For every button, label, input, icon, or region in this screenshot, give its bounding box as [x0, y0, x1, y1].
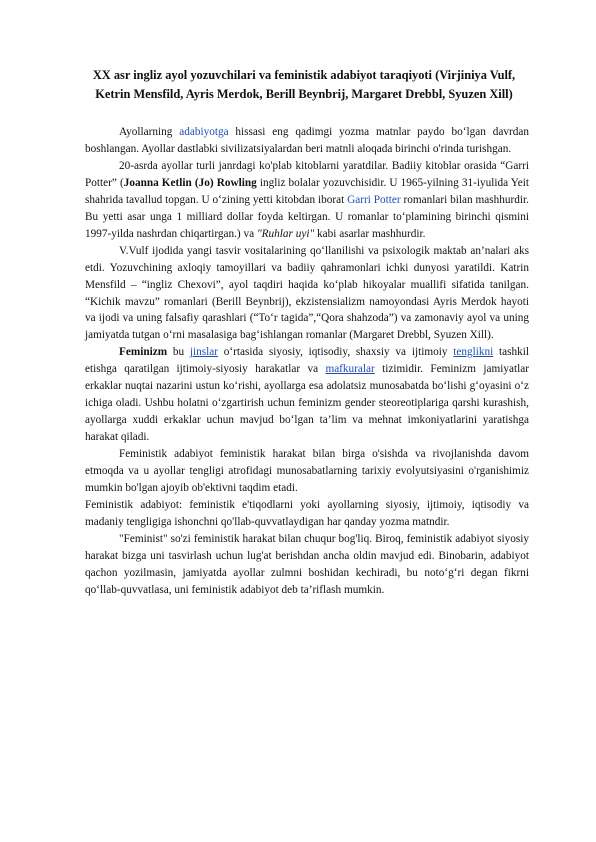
jinslar-link[interactable]: jinslar [189, 346, 219, 359]
p1-text-b: hissasi eng qadimgi yozma matnlar paydo bo‘lgan davrdan boshlangan. Ayollar dastlabki sivilizatsiyalardan beri matnli aloqada birinchi o'rinda turishgan. [85, 126, 529, 155]
tenglikni-link[interactable]: tenglikni [453, 346, 494, 359]
paragraph-1 [85, 124, 529, 158]
p1-text-a: Ayollarning [119, 126, 180, 138]
p4-text-d: tizimidir. Feminizm jamiyatlar erkaklar nuqtai nazarini ustun ko‘rishi, ayollarga esa adolatsiz munosabatda bo‘lishi g‘oyasini o‘z ichiga oladi. Ushbu holatni o‘zgartirish uchun feminizm gender steoreotiplariga qarshi kurashish, ayollarga xuddi erkaklar uchun mavjud bo‘lgan ta’lim va mehnat imkoniyatlarini yaratishga harakat qiladi. [85, 363, 529, 444]
p2-text-c: romanlari bilan mashhurdir. Bu yetti asar unga 1 milliard dollar foyda keltirgan. U romanlar to‘plamining birinchi qismini 1997-yilda nashrdan chiqartirgan.) va [85, 193, 529, 240]
p2-text-d: kabi asarlar mashhurdir. [314, 227, 426, 240]
document-title: XX asr ingliz ayol yozuvchilari va feministik adabiyot taraqiyoti (Virjiniya Vulf, Ketrin Mensfild, Ayris Merdok, Berill Beynbrij, Margaret Drebbl, Syuzen Xill) [92, 68, 516, 101]
garri-potter-link[interactable]: Garri Potter [347, 193, 401, 206]
paragraph-3: V.Vulf ijodida yangi tasvir vositalarining qo‘llanilishi va psixologik maktab an’nalari aks etdi. Yozuvchining axloqiy tamoyillari va badiiy qahramonlari ichki dunyosi yaratildi. Katrin Mensfild – “ingliz Chexovi”, ayol taqdiri haqida ko‘plab hikoyalar muallifi sifatida tanilgan. “Kichik mavzu” romanlari (Berill Beynbrij), ekzistensializm namoyondasi Ayris Merdok hayoti va ijodi va uning falsafiy qarashlari (“To‘r tagida”,“Qora shahzoda”) va zamonaviy ayol va uning jamiyatda tutgan o‘rni masalasiga bag‘ishlangan romanlar (Margaret Drebbl, Syuzen Xill). [85, 244, 529, 342]
adabiyotga-link[interactable]: adabiyotga [179, 126, 229, 138]
mafkuralar-link[interactable]: mafkuralar [325, 363, 375, 376]
paragraph-6: Feministik adabiyot: feministik e'tiqodlarni yoki ayollarning siyosiy, ijtimoiy, iqtisodiy va madaniy tengligiga ishonchni qo'llab-quvvatlaydigan har qanday yozma matndir. [85, 498, 529, 528]
ruhlar-uyi-title: "Ruhlar uyi" [256, 227, 315, 240]
document-body [85, 124, 529, 599]
p2-text-a: 20-asrda ayollar turli janrdagi ko'plab kitoblarni yaratdilar. Badiiy kitoblar orasida “Garri Potter” ( [85, 159, 529, 189]
p4-text-a: bu [167, 346, 190, 359]
paragraph-4 [85, 344, 529, 446]
rowling-name: Joanna Ketlin (Jo) Rowling [123, 176, 257, 189]
p2-text-b: ingliz bolalar yozuvchisidir. U 1965-yilning 31-iyulida Yeit shahrida tavallud topgan. U o‘zining yetti kitobdan iborat [85, 176, 529, 206]
p4-text-c: tashkil etishga qaratilgan ijtimoiy-siyosiy harakatlar va [85, 346, 529, 376]
paragraph-7: "Feminist" so'zi feministik harakat bilan chuqur bog'liq. Biroq, feministik adabiyot siyosiy harakat bizga uni tasvirlash uchun lug'at berishdan ancha oldin mavjud edi. Binobarin, adabiyot qachon yozilmasin, jamiyatda ayollar zulmni boshidan kechiradi, bu noto‘g‘ri degan fikrni qo‘llab-quvvatlasa, uni feministik adabiyot deb ta’riflash mumkin. [85, 532, 529, 596]
p4-text-b: o‘rtasida siyosiy, iqtisodiy, shaxsiy va ijtimoiy [218, 346, 454, 359]
paragraph-2 [85, 158, 529, 243]
paragraph-5: Feministik adabiyot feministik harakat bilan birga o'sishda va rivojlanishda davom etmoqda va u ayollar tengligi atrofidagi munosabatlarning tarixiy evolyutsiyasini o'rganishimiz mumkin bo'lgan ajoyib ob'ektivni taqdim etadi. [85, 448, 529, 495]
feminizm-term: Feminizm [119, 346, 168, 359]
